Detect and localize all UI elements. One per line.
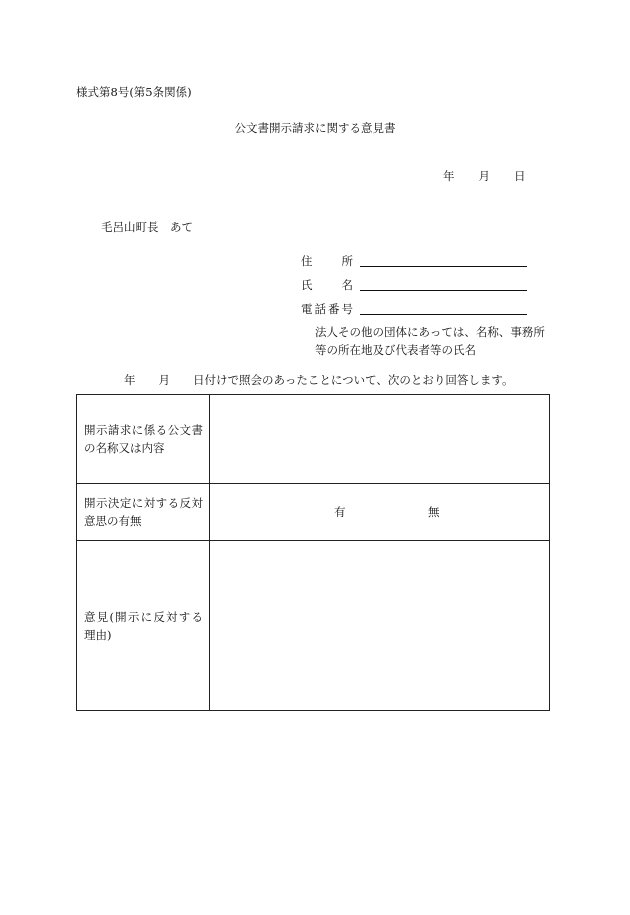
table-row (77, 541, 550, 711)
phone-label: 電話番号 (301, 302, 353, 316)
objection-choice-cell (210, 484, 550, 541)
date-day-label: 日 (514, 169, 526, 183)
date-month-label: 月 (478, 169, 490, 183)
addressee: 毛呂山町長 あて (101, 220, 193, 234)
objection-no-option[interactable]: 無 (428, 505, 440, 519)
phone-field[interactable] (360, 314, 527, 315)
table-row (77, 395, 550, 484)
form-number: 様式第8号(第5条関係) (76, 85, 192, 99)
corporate-note: 法人その他の団体にあっては、名称、事務所等の所在地及び代表者等の氏名 (315, 325, 545, 357)
reply-statement: 年 月 日付けで照会のあったことについて、次のとおり回答します。 (124, 373, 514, 387)
opinion-cell[interactable] (210, 541, 550, 711)
document-name-label: 開示請求に係る公文書の名称又は内容 (77, 395, 210, 484)
phone-row (301, 301, 353, 317)
date-year-label: 年 (443, 169, 455, 183)
address-field[interactable] (360, 266, 527, 267)
objection-label: 開示決定に対する反対意思の有無 (77, 484, 210, 541)
table-row (77, 484, 550, 541)
address-row (301, 253, 353, 269)
objection-yes-option[interactable]: 有 (334, 505, 346, 519)
name-label: 氏 名 (301, 278, 353, 292)
name-row (301, 277, 353, 293)
date-line (443, 168, 526, 184)
opinion-label: 意見(開示に反対する理由) (77, 541, 210, 711)
address-label: 住 所 (301, 254, 353, 268)
name-field[interactable] (360, 290, 527, 291)
opinion-table (76, 394, 550, 711)
document-name-cell[interactable] (210, 395, 550, 484)
document-title: 公文書開示請求に関する意見書 (234, 121, 396, 135)
